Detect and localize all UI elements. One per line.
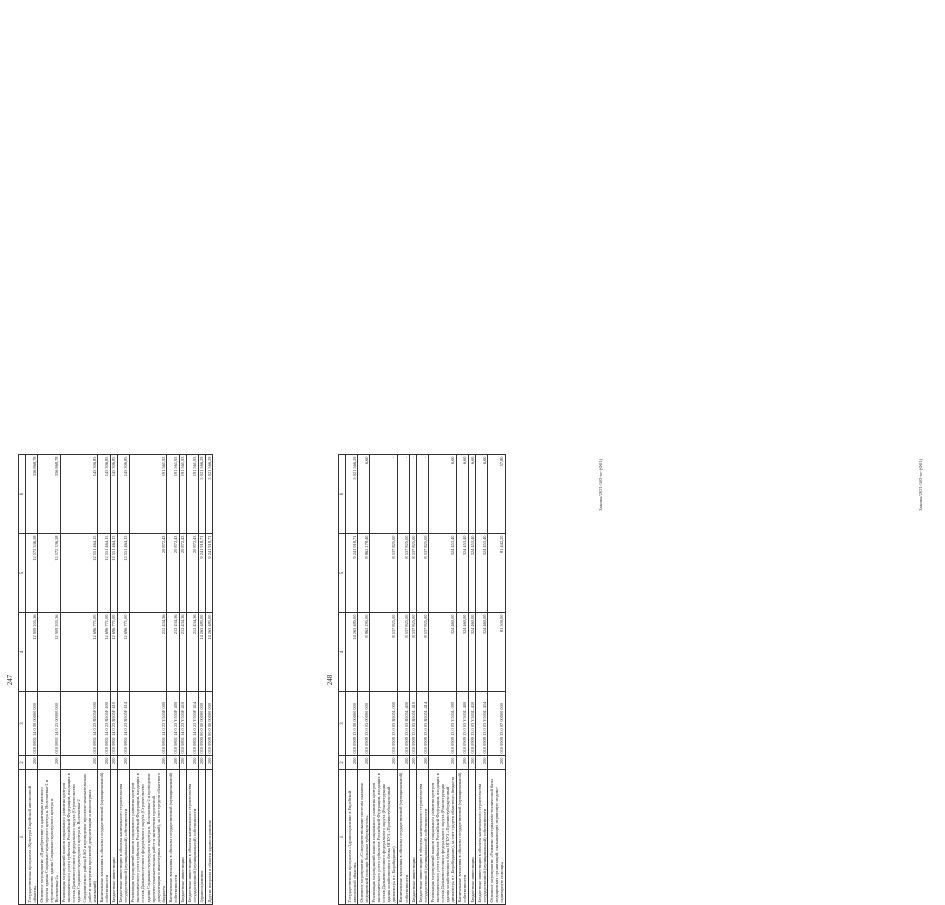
row-code: 010 0801 14 0 23 V505F 400 (167, 692, 179, 756)
row-name: Основное мероприятие «Совершенствование системы оказания медицинской помощи больным туберкулезом» (358, 770, 370, 905)
row-planned: 8 537 825,00 (410, 613, 417, 692)
row-grbs: 200 (179, 756, 186, 770)
row-code: 010 0909 13 0 03 V505L 400 (456, 692, 468, 756)
table-row (397, 455, 409, 905)
row-executed: 12 572 336,58 (38, 534, 60, 613)
page-number: 247 (6, 674, 14, 686)
row-name: Бюджетные инвестиции в объекты капитального строительства государственной (муниципальной) собственности (117, 770, 129, 905)
row-code: 010 0909 13 0 03 00000 000 (358, 692, 370, 756)
table-row (38, 455, 60, 905)
row-name: Реализация мероприятий планов социального развития центров экономического роста субъектов Российской Федерации, входящих в состав Дальневосточного федерального округа (Строительство здания Социально-культурного центра п. Волочаевка-2 и проведение проектно-изыскательских работ и экспертизы проектной документации и инженерных изысканий), за счет средств областного бюджета (129, 770, 167, 905)
row-planned: 12 696 771,00 (60, 613, 98, 692)
row-executed: 20 872,43 (179, 534, 186, 613)
row-planned: 8 537 825,00 (417, 613, 429, 692)
row-code: 010 0909 13 0 03 R505L 410 (410, 692, 417, 756)
row-code: 010 0909 13 0 07 00000 000 (488, 692, 505, 756)
row-executed: 12 551 464,15 (117, 534, 129, 613)
row-grbs: 200 (167, 756, 179, 770)
row-name: Капитальные вложения в объекты государственной (муниципальной) собственности (167, 770, 179, 905)
row-planned: 212 434,36 (179, 613, 186, 692)
row-planned: 212 434,36 (129, 613, 167, 692)
row-code: 010 0801 14 0 23 R505F 410 (110, 692, 117, 756)
table-row (346, 455, 358, 905)
row-name: Бюджетные инвестиции (110, 770, 117, 905)
row-name: Капитальные вложения в объекты государственной (муниципальной) собственности (456, 770, 468, 905)
row-remainder: 6,60 (476, 455, 488, 534)
row-planned: 14 263 485,00 (206, 613, 213, 692)
row-grbs: 200 (410, 756, 417, 770)
row-planned: 12 696 771,00 (110, 613, 117, 692)
row-name: Бюджетные инвестиции в объекты капитального строительства государственной (муниципальной) собственности (186, 770, 198, 905)
table-row (167, 455, 179, 905)
row-name: Реализация мероприятий планов социального развития центров экономического роста субъектов Российской Федерации, входящих в состав Дальневосточного федерального округа (Реконструкция здания хозяйственного блока ОГБУЗ «Противотуберкулезный диспансер» в г. Биробиджане) (370, 770, 397, 905)
row-planned: 12 696 771,00 (117, 613, 129, 692)
row-code: 010 0909 13 0 03 R505L 414 (417, 692, 429, 756)
table-row (26, 455, 38, 905)
row-remainder: 336 868,78 (38, 455, 60, 534)
row-grbs: 200 (346, 756, 358, 770)
column-header: 3 (339, 692, 346, 756)
row-executed: 20 872,43 (167, 534, 179, 613)
row-grbs: 200 (456, 756, 468, 770)
row-grbs: 200 (476, 756, 488, 770)
column-header: 6 (19, 455, 26, 534)
row-code: 010 0801 14 0 23 R505F 414 (117, 692, 129, 756)
table-row (469, 455, 476, 905)
row-executed: 12 551 464,15 (110, 534, 117, 613)
row-name: Капитальные вложения в объекты государственной (муниципальной) собственности (397, 770, 409, 905)
column-header: 2 (339, 756, 346, 770)
row-name: Здравоохранение (198, 770, 205, 905)
row-grbs: 200 (98, 756, 110, 770)
row-code: 010 0801 14 0 23 V505F 410 (179, 692, 186, 756)
document-footer: Законы/2021-583-ос-(Ф01) (918, 459, 923, 511)
table-row (417, 455, 429, 905)
row-planned: 324 460,00 (456, 613, 468, 692)
row-grbs: 200 (110, 756, 117, 770)
row-name: Бюджетные инвестиции (469, 770, 476, 905)
row-grbs: 200 (469, 756, 476, 770)
row-code: 010 0801 14 0 23 V505F 414 (186, 692, 198, 756)
row-name: Другие вопросы в области здравоохранения (206, 770, 213, 905)
row-code: 010 0801 14 0 23 V505F 000 (129, 692, 167, 756)
row-grbs: 200 (206, 756, 213, 770)
row-executed: 81 442,20 (488, 534, 505, 613)
row-remainder: 5 021 566,29 (206, 455, 213, 534)
row-remainder: 6,60 (469, 455, 476, 534)
row-name: Реализация мероприятий планов социального развития центров экономического роста субъектов Российской Федерации, входящих в состав Дальневосточного федерального округа (Строительство здания Социально-культурного центра п. Волочаевка-2 Смидовичского района ЕАО и проведение проектно-изыскательских работ и экспертизы проектной документации и инженерных изысканий) (60, 770, 98, 905)
row-executed: 8 537 825,00 (397, 534, 409, 613)
table-row (117, 455, 129, 905)
row-remainder: 191 561,93 (179, 455, 186, 534)
row-planned: 324 460,00 (476, 613, 488, 692)
row-planned: 81 500,00 (488, 613, 505, 692)
row-code: 010 0909 13 0 03 R505L 400 (397, 692, 409, 756)
row-executed: 20 872,43 (129, 534, 167, 613)
column-header: 1 (339, 770, 346, 905)
column-header: 5 (339, 534, 346, 613)
row-executed: 12 551 464,15 (98, 534, 110, 613)
row-remainder: - (417, 455, 429, 534)
row-grbs: 200 (129, 756, 167, 770)
table-row (206, 455, 213, 905)
column-header: 6 (339, 455, 346, 534)
row-remainder: 191 561,93 (167, 455, 179, 534)
row-grbs: 200 (370, 756, 397, 770)
row-code: 010 0801 14 0 23 R505F 400 (98, 692, 110, 756)
row-name: Реализация мероприятий планов социального развития центров экономического роста субъектов Российской Федерации, входящих в состав Дальневосточного федерального округа (Реконструкция здания хозяйственного блока ОГБУЗ «Противотуберкулезный диспансер» в г. Биробиджане), за счет средств областного бюджета (429, 770, 456, 905)
table-row (488, 455, 505, 905)
row-grbs: 200 (358, 756, 370, 770)
row-name: Основное мероприятие «Приобретение и адаптация типового проекта здания Социально-культурного центра п. Волочаевка-2 и строительство здания Социально-культурного центра п. Волочаевка-2» (38, 770, 60, 905)
row-executed: 8 862 278,40 (358, 534, 370, 613)
row-planned: 14 263 485,00 (346, 613, 358, 692)
budget-table (18, 454, 213, 905)
row-planned: 324 460,00 (469, 613, 476, 692)
row-name: Капитальные вложения в объекты государственной (муниципальной) собственности (98, 770, 110, 905)
row-remainder: 5 021 566,29 (198, 455, 205, 534)
row-grbs: 200 (26, 756, 38, 770)
row-grbs: 200 (488, 756, 505, 770)
row-remainder: 336 868,78 (26, 455, 38, 534)
row-executed: 9 241 918,71 (346, 534, 358, 613)
row-executed: 8 537 825,00 (417, 534, 429, 613)
row-code: 010 0909 00 0 00 00000 000 (206, 692, 213, 756)
table-row (358, 455, 370, 905)
row-code: 010 0801 14 0 23 00000 000 (38, 692, 60, 756)
row-remainder: 6,60 (456, 455, 468, 534)
row-code: 010 0909 13 0 03 R505L 000 (370, 692, 397, 756)
row-code: 010 0900 00 0 00 00000 000 (198, 692, 205, 756)
table-row (60, 455, 98, 905)
table-row (186, 455, 198, 905)
row-name: Бюджетные инвестиции (179, 770, 186, 905)
row-remainder: 6,60 (429, 455, 456, 534)
row-remainder: - (370, 455, 397, 534)
row-planned: 8 537 825,00 (397, 613, 409, 692)
row-code: 010 0909 13 0 03 V505L 410 (469, 692, 476, 756)
row-planned: 12 909 205,36 (26, 613, 38, 692)
column-header: 4 (339, 613, 346, 692)
row-grbs: 200 (397, 756, 409, 770)
row-remainder: 145 306,85 (60, 455, 98, 534)
row-grbs: 200 (117, 756, 129, 770)
table-row (370, 455, 397, 905)
table-row (98, 455, 110, 905)
page-number: 248 (326, 674, 334, 686)
row-name: Бюджетные инвестиции в объекты капитального строительства государственной (муниципальной) собственности (417, 770, 429, 905)
row-grbs: 200 (198, 756, 205, 770)
row-planned: 8 537 825,00 (370, 613, 397, 692)
row-executed: 12 551 464,15 (60, 534, 98, 613)
row-executed: 324 453,40 (429, 534, 456, 613)
row-code: 010 0909 13 0 00 00000 000 (346, 692, 358, 756)
row-planned: 14 263 485,00 (198, 613, 205, 692)
row-code: 010 0909 13 0 03 V505L 000 (429, 692, 456, 756)
row-remainder: 191 561,93 (129, 455, 167, 534)
row-planned: 12 909 205,36 (38, 613, 60, 692)
table-row (110, 455, 117, 905)
row-grbs: 200 (38, 756, 60, 770)
column-header: 1 (19, 770, 26, 905)
row-grbs: 200 (429, 756, 456, 770)
column-header: 3 (19, 692, 26, 756)
column-header: 4 (19, 613, 26, 692)
row-remainder: 5 021 566,29 (346, 455, 358, 534)
table-row (198, 455, 205, 905)
row-executed: 8 537 825,00 (370, 534, 397, 613)
table-row (456, 455, 468, 905)
row-remainder: 145 306,85 (110, 455, 117, 534)
page-248 (320, 455, 945, 905)
row-executed: 9 241 918,71 (206, 534, 213, 613)
row-planned: 8 862 295,00 (358, 613, 370, 692)
row-grbs: 200 (186, 756, 198, 770)
column-header: 5 (19, 534, 26, 613)
row-planned: 12 696 771,00 (98, 613, 110, 692)
column-header: 2 (19, 756, 26, 770)
row-executed: 324 453,40 (469, 534, 476, 613)
row-executed: 20 872,43 (186, 534, 198, 613)
row-executed: 8 537 825,00 (410, 534, 417, 613)
row-remainder: - (410, 455, 417, 534)
table-row (476, 455, 488, 905)
row-name: Бюджетные инвестиции (410, 770, 417, 905)
row-remainder: 6,60 (358, 455, 370, 534)
document-footer: Законы/2021-583-ос-(Ф01) (598, 459, 603, 511)
row-remainder: - (397, 455, 409, 534)
table-row (179, 455, 186, 905)
row-grbs: 200 (60, 756, 98, 770)
row-remainder: 145 306,85 (98, 455, 110, 534)
table-header-row (19, 455, 26, 905)
row-name: Государственная программа «Здравоохранение в Еврейской автономной области» (346, 770, 358, 905)
row-executed: 9 241 918,71 (198, 534, 205, 613)
row-executed: 12 572 336,58 (26, 534, 38, 613)
row-code: 010 0909 13 0 03 V505L 414 (476, 692, 488, 756)
row-executed: 324 453,40 (476, 534, 488, 613)
row-code: 010 0801 14 0 23 R505F 000 (60, 692, 98, 756)
row-remainder: 191 561,93 (186, 455, 198, 534)
budget-table (338, 454, 506, 905)
row-name: Основное мероприятие «Развитие материально-технической базы медицинских организаций, оказывающих первичную медико-санитарную помощь» (488, 770, 505, 905)
row-remainder: 57,80 (488, 455, 505, 534)
table-row (410, 455, 417, 905)
row-name: Бюджетные инвестиции в объекты капитального строительства государственной (муниципальной) собственности (476, 770, 488, 905)
row-grbs: 200 (417, 756, 429, 770)
table-row (429, 455, 456, 905)
table-row (129, 455, 167, 905)
row-planned: 212 434,36 (186, 613, 198, 692)
row-executed: 324 453,40 (456, 534, 468, 613)
row-name: Государственная программа «Культура Еврейской автономной области» (26, 770, 38, 905)
row-planned: 324 460,00 (429, 613, 456, 692)
row-planned: 212 434,36 (167, 613, 179, 692)
row-code: 010 0801 14 0 00 00000 000 (26, 692, 38, 756)
table-header-row (339, 455, 346, 905)
row-remainder: 145 306,85 (117, 455, 129, 534)
